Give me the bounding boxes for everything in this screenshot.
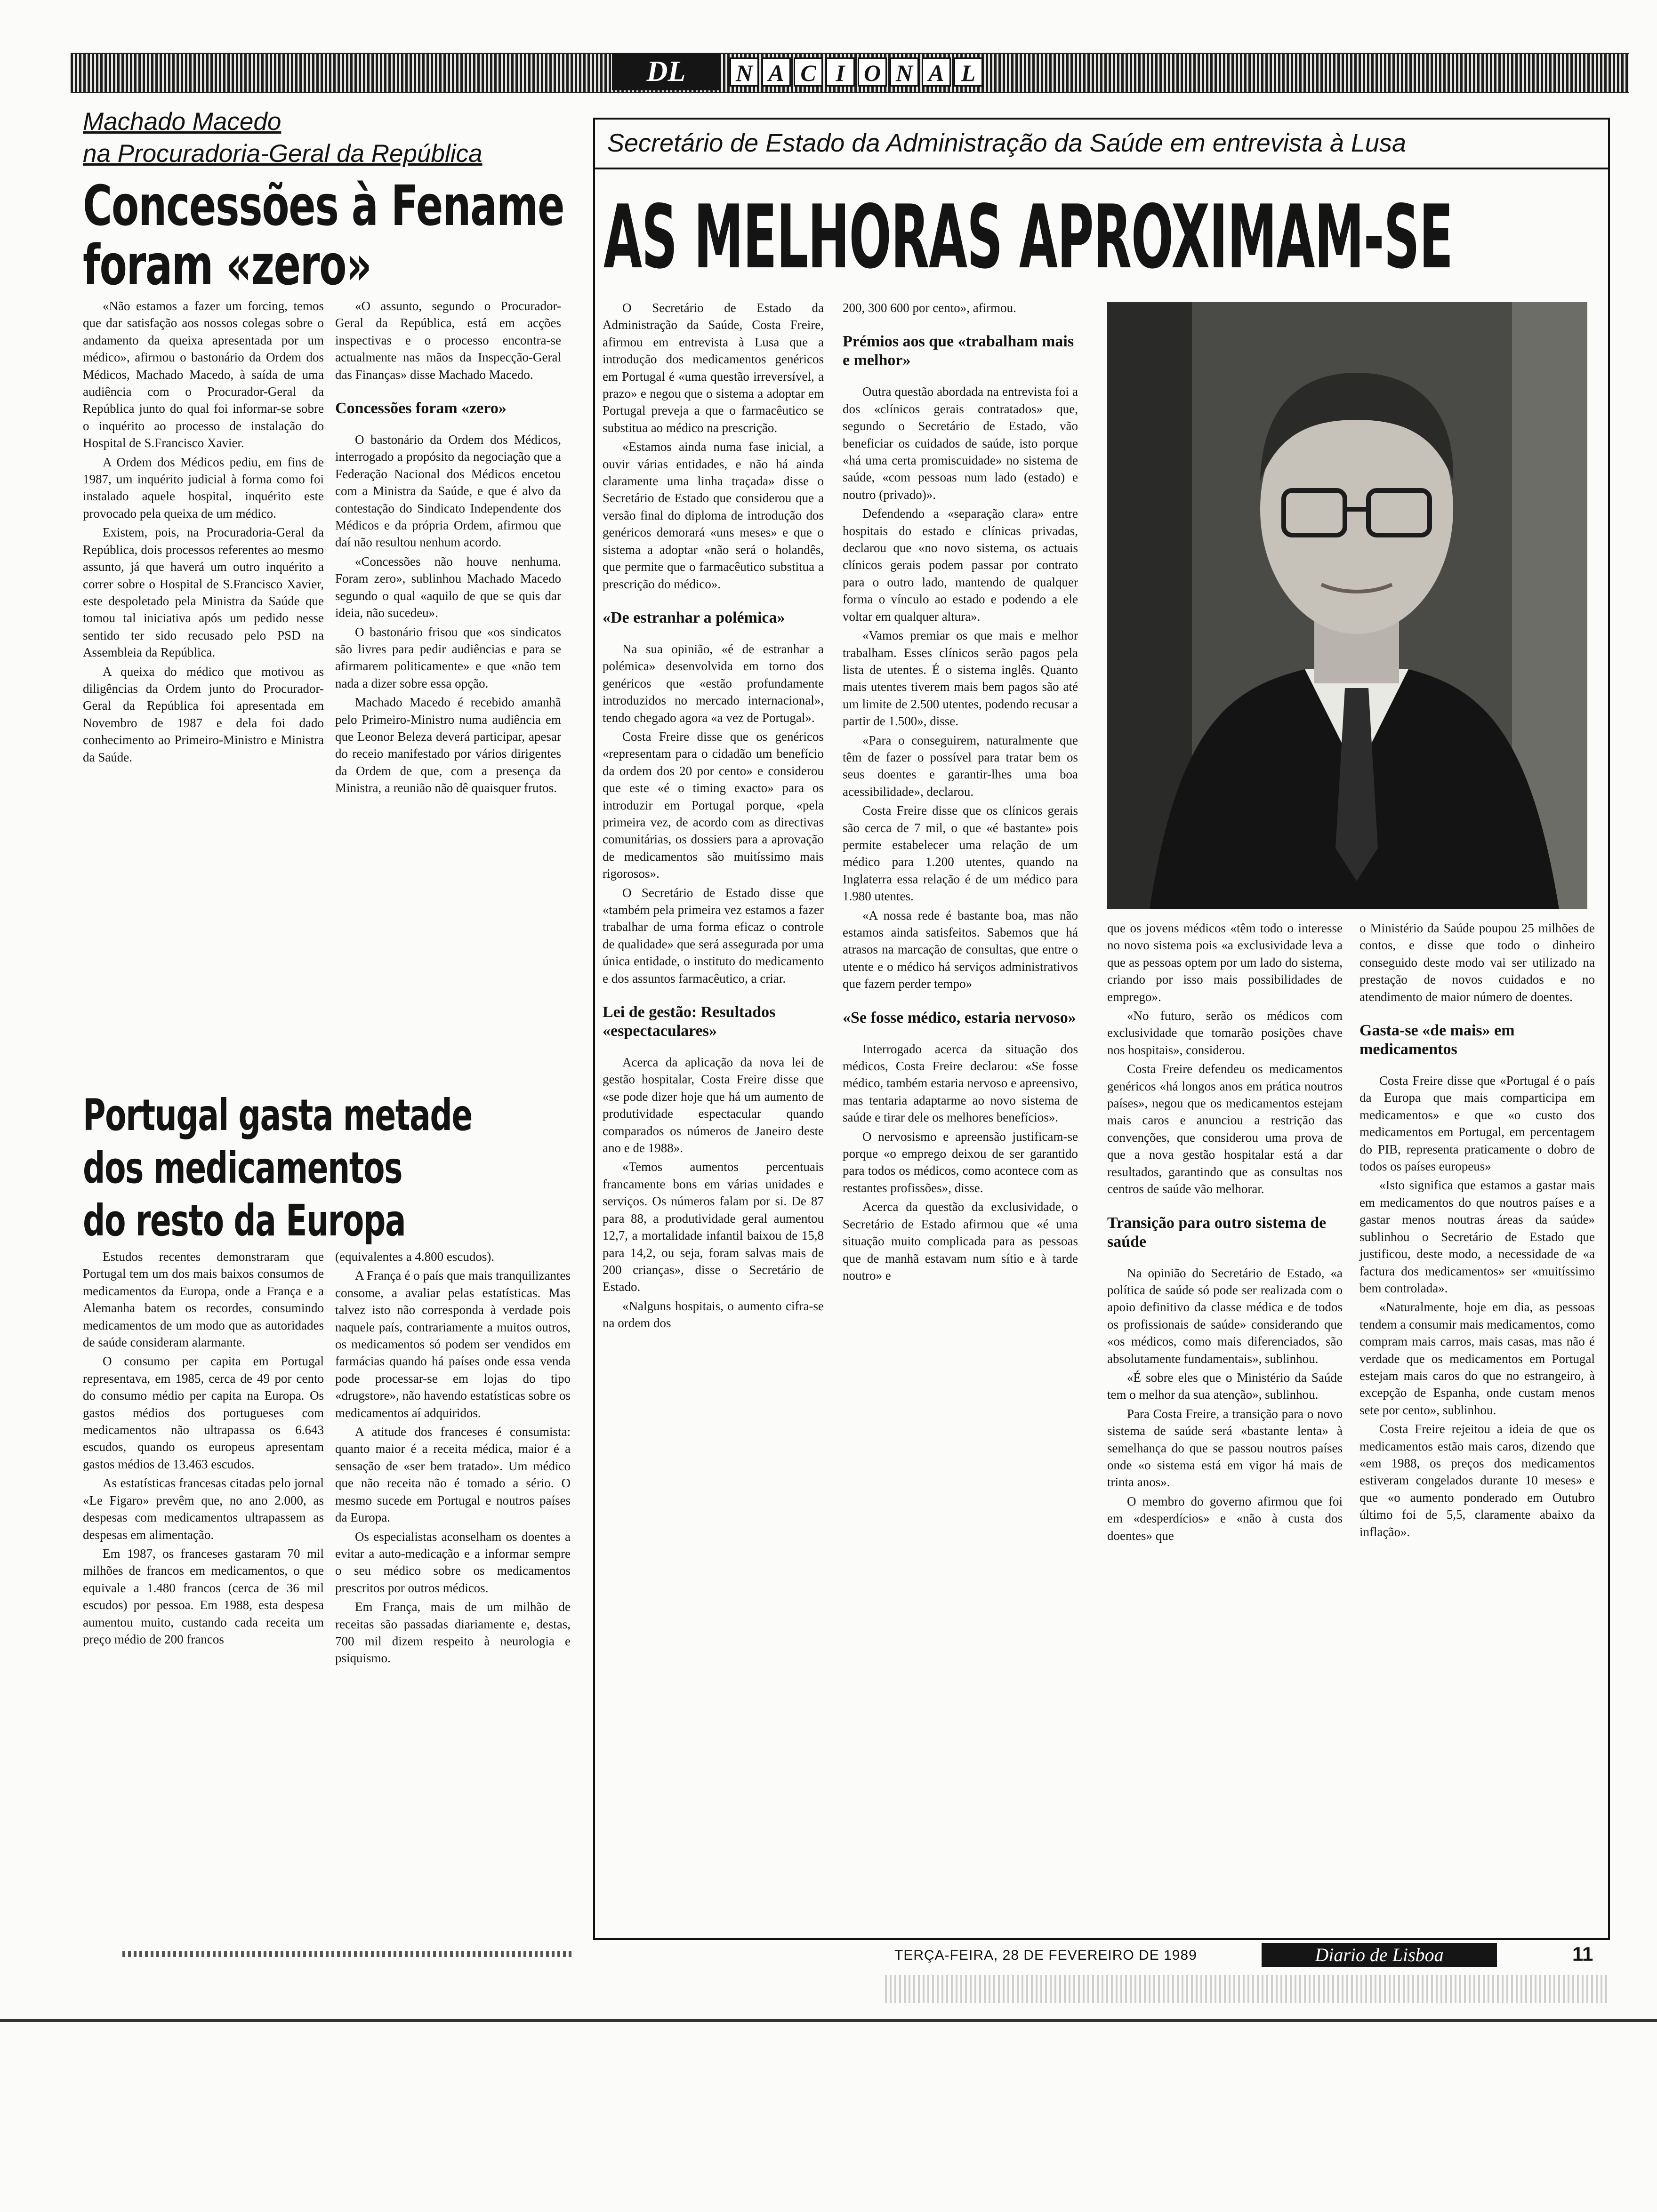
main-headline: AS MELHORAS APROXIMAM-SE	[603, 186, 1453, 288]
europe-story-column-2	[335, 1248, 571, 1669]
paragraph: «Estamos ainda numa fase inicial, a ouvir várias entidades, e não há ainda claramente uma linha traçada» disse o Secretário de Estado que considerou que a versão final do diploma de introdução dos genéricos demorará «uns meses» e que o sistema a adoptar «não será o holandês, que permite que o farmacêutico substitua a prescrição do médico».	[603, 440, 824, 591]
subheading: «Se fosse médico, estaria nervoso»	[843, 1009, 1076, 1026]
paragraph: O Secretário de Estado da Administração da Saúde, Costa Freire, afirmou em entrevista à Lusa que a introdução dos medicamentos genéricos em Portugal é «uma questão irreversível, a prazo» e negou que o sistema a adoptar em Portugal preveja a que o farmacêutico se substitua ao médico na prescrição.	[603, 301, 824, 435]
paragraph: As estatísticas francesas citadas pelo jornal «Le Figaro» prevêm que, no ano 2.000, as despesas com medicamentos ultrapassem as despesas em alimentação.	[83, 1476, 324, 1542]
europe-story-column-1	[83, 1248, 324, 1650]
mirrored-footer-bleed	[885, 1975, 1610, 2003]
subheading: Lei de gestão: Resultados «espectaculares»	[603, 1003, 776, 1040]
paragraph: O consumo per capita em Portugal representava, em 1985, cerca de 49 por cento do consumo médio per capita na Europa. Os gastos médios dos portugueses com medicamentos não ultrapassa os 6.643 escudos, quando os europeus apresentam gastos médios de 13.463 escudos.	[83, 1354, 324, 1471]
bottom-rule	[122, 1951, 574, 1957]
paragraph: A atitude dos franceses é consumista: quanto maior é a receita médica, maior é a sensação de «ser bem tratado». Um médico que não receita não é tomado a sério. O mesmo sucede em Portugal e noutros países da Europa.	[335, 1425, 571, 1525]
paragraph: «Temos aumentos percentuais francamente bons em várias unidades e serviços. Os números falam por si. De 87 para 88, a produtividade geral aumentou 12,7, a mortalidade infantil baixou de 15,8 para 14,2, ou seja, foram salvas mais de 200 crianças», disse o Secretário de Estado.	[603, 1160, 824, 1294]
left-kicker-line-2: na Procuradoria-Geral da República	[83, 140, 483, 168]
left-headline-line-2: foram «zero»	[83, 232, 371, 297]
paragraph: Na sua opinião, «é de estranhar a polémica» desenvolvida em torno dos genéricos que «estão profundamente introduzidos no mercado internacional», tendo chegado agora «a vez de Portugal».	[603, 641, 824, 725]
paragraph: A França é o país que mais tranquilizantes consome, a avaliar pelas estatísticas. Mas talvez isto não corresponda à verdade pois naquele país, contrariamente a muitos outros, os medicamentos só podem ser vendidos em farmácias quando há países onde essa venda pode processar-se em lojas do tipo «drugstore», não havendo estatísticas sobre os medicamentos aí adquiridos.	[335, 1268, 571, 1420]
paragraph: «Nalguns hospitais, o aumento cifra-se na ordem dos	[603, 1298, 824, 1330]
left-headline-line-1: Concessões à Fename	[83, 173, 564, 238]
paragraph: «No futuro, serão os médicos com exclusividade que tomarão posições chave nos hospitais», considerou.	[1107, 1009, 1343, 1057]
paragraph: O Secretário de Estado disse que «também pela primeira vez estamos a fazer trabalhar de uma forma eficaz o controle de qualidade» que será assegurada por uma única entidade, o instituto do medicamento e dos assuntos farmacêutico, a criar.	[603, 885, 824, 986]
section-letter: C	[794, 57, 823, 87]
paragraph: Costa Freire disse que os genéricos «representam para o cidadão um benefício da ordem dos 20 por cento» e considerou que este «é o timing exacto» para os introduzir em Portugal porque, «pela primeira vez, de acordo com as directivas comunitárias, os dossiers para a aprovação de medicamentos são muitíssimo mais rigorosos».	[603, 729, 824, 881]
section-letter: I	[826, 57, 855, 87]
footer-paper-name: Diario de Lisboa	[1262, 1943, 1497, 1967]
paragraph: Os especialistas aconselham os doentes a evitar a auto-medicação e a informar sempre o seu médico sobre os medicamentos prescritos por outros médicos.	[335, 1529, 571, 1595]
paragraph: A queixa do médico que motivou as diligências da Ordem junto do Procurador-Geral da República foi apresentada em Novembro de 1987 e dela foi dado conhecimento ao Primeiro-Ministro e Ministra da Saúde.	[83, 664, 324, 764]
paragraph: Outra questão abordada na entrevista foi a dos «clínicos gerais contratados» que, segundo o Secretário de Estado, vão beneficiar os cuidados de saúde, isto porque «há uma certa promiscuidade» no sistema de saúde, «com pessoas num lado (estado) e noutro (privado)».	[843, 385, 1078, 502]
paragraph: Em França, mais de um milhão de receitas são passadas diariamente e, destas, 700 mil dizem respeito à neurologia e psiquismo.	[335, 1600, 571, 1666]
paragraph: que os jovens médicos «têm todo o interesse no novo sistema pois «a exclusividade leva a que as pessoas optem por um lado do sistema, criando por isso mais possibilidades de emprego».	[1107, 921, 1343, 1004]
paragraph: Para Costa Freire, a transição para o novo sistema de saúde será «bastante lenta» à semelhança do que se passou noutros países onde «o sistema está em vigor há mais de trinta anos».	[1107, 1406, 1343, 1490]
paragraph: «Isto significa que estamos a gastar mais em medicamentos do que noutros países e a gastar menos noutras áreas da saúde» sublinhou o Secretário de Estado que justificou, deste modo, a necessidade de «a factura dos medicamentos» ser «muitíssimo bem controlada».	[1359, 1178, 1595, 1295]
paragraph: Defendendo a «separação clara» entre hospitais do estado e clínicas privadas, declarou que «no novo sistema, os actuais clínicos gerais podem passar por contrato para o outro lado, mantendo de qualquer forma o vínculo ao estado e podendo a ele voltar em qualquer altura».	[843, 506, 1078, 624]
main-story-column-1	[603, 299, 824, 1334]
dl-logo: DL	[612, 53, 720, 90]
paragraph: Estudos recentes demonstraram que Portugal tem um dos mais baixos consumos de medicamentos da Europa, onde a França e a Alemanha batem os recordes, consumindo medicamentos de um modo que as autoridades de saúde consideram alarmante.	[83, 1250, 324, 1350]
europe-headline-line-2: dos medicamentos	[83, 1143, 402, 1193]
main-story-column-4	[1359, 920, 1595, 1542]
subheading: Prémios aos que «trabalham mais e melhor»	[843, 333, 1074, 369]
paragraph: 200, 300 600 por cento», afirmou.	[843, 301, 1016, 315]
section-letter: N	[730, 57, 759, 87]
rule	[593, 168, 1610, 169]
section-letter: A	[762, 57, 791, 87]
subheading: «De estranhar a polémica»	[603, 609, 785, 626]
paragraph: «É sobre eles que o Ministério da Saúde tem o melhor da sua atenção», sublinhou.	[1107, 1370, 1343, 1402]
main-story-column-3	[1107, 920, 1343, 1546]
paragraph: O bastonário frisou que «os sindicatos são livres para pedir audiências e para se afirmarem politicamente» e que «não tem nada a dizer sobre essa opção.	[335, 625, 561, 690]
page-number: 11	[1572, 1943, 1593, 1965]
europe-headline-line-3: do resto da Europa	[83, 1195, 406, 1246]
paragraph: o Ministério da Saúde poupou 25 milhões de contos, e disse que todo o dinheiro conseguido deste modo vai ser utilizado na prestação de novos cuidados e no atendimento de maior número de doentes.	[1359, 921, 1595, 1004]
paragraph: Machado Macedo é recebido amanhã pelo Primeiro-Ministro numa audiência em que Leonor Beleza deverá participar, apesar do receio manifestado por vários dirigentes da Ordem de que, com a presença da Ministra, a reunião não dê quaisquer frutos.	[335, 695, 561, 795]
paragraph: Interrogado acerca da situação dos médicos, Costa Freire declarou: «Se fosse médico, também estaria nervoso e apreensivo, mas tentaria adaptarme ao novo sistema de saúde e tirar dele os melhores benefícios».	[843, 1042, 1078, 1125]
section-letter: L	[954, 57, 983, 87]
subheading: Concessões foram «zero»	[335, 400, 507, 417]
section-letter: A	[922, 57, 951, 87]
paragraph: Acerca da aplicação da nova lei de gestão hospitalar, Costa Freire disse que «se pode dizer hoje que há um aumento de produtividade espectacular quando comparados os números de Janeiro deste ano e de 1988».	[603, 1055, 824, 1155]
europe-headline-line-1: Portugal gasta metade	[83, 1090, 472, 1140]
section-letter: N	[890, 57, 919, 87]
subheading: Transição para outro sistema de saúde	[1107, 1214, 1327, 1250]
paragraph: «Naturalmente, hoje em dia, as pessoas tendem a consumir mais medicamentos, como compram mais carros, mais casas, mas não é verdade que os medicamentos em Portugal estejam mais caros do que no estrangeiro, à excepção de Espanha, onde custam menos sete por cento», sublinhou.	[1359, 1300, 1595, 1417]
main-kicker: Secretário de Estado da Administração da Saúde em entrevista à Lusa	[607, 129, 1406, 157]
portrait-illustration	[1107, 302, 1587, 909]
page-bottom-edge	[0, 2019, 1657, 2022]
paragraph: (equivalentes a 4.800 escudos).	[335, 1250, 495, 1264]
paragraph: Costa Freire defendeu os medicamentos genéricos «há longos anos em prática noutros países», negou que os medicamentos estejam mais caros e anunciou a restrição das convenções, que considerou uma prova de que a nova gestão hospitalar está a dar resultados, garantindo que as consultas nos centros de saúde vão melhorar.	[1107, 1062, 1343, 1196]
footer-dateline: TERÇA-FEIRA, 28 DE FEVEREIRO DE 1989	[894, 1948, 1197, 1963]
paragraph: A Ordem dos Médicos pediu, em fins de 1987, um inquérito judicial à forma como foi instalado aquele hospital, inquérito este provocado pela queixa de um médico.	[83, 455, 324, 521]
section-letter: O	[858, 57, 887, 87]
paragraph: «A nossa rede é bastante boa, mas não estamos ainda satisfeitos. Sabemos que há atrasos na marcação de consultas, que entre o utente e o médico há serviços administrativos que fazem perder tempo»	[843, 908, 1078, 991]
paragraph: «O assunto, segundo o Procurador-Geral da República, está em acções inspectivas e o processo encontra-se actualmente nas mãos da Inspecção-Geral das Finanças» disse Machado Macedo.	[335, 299, 561, 382]
paragraph: «Vamos premiar os que mais e melhor trabalham. Esses clínicos serão pagos pela lista de utentes. É o sistema inglês. Quanto mais utentes tiverem mais bem pagos são até um limite de 2.500 utentes, podendo recusar a partir de 1.500», disse.	[843, 628, 1078, 729]
paragraph: Acerca da questão da exclusividade, o Secretário de Estado afirmou que «é uma situação muito complicada para as pessoas que de manhã estavam num sítio e à tarde noutro» e	[843, 1200, 1078, 1282]
paragraph: Em 1987, os franceses gastaram 70 mil milhões de francos em medicamentos, o que equivale a 1.480 francos (cerca de 36 mil escudos) por pessoa. Em 1988, esta despesa aumentou muito, custando cada receita um preço médio de 200 francos	[83, 1546, 324, 1646]
subheading: Gasta-se «de mais» em medicamentos	[1359, 1022, 1515, 1058]
paragraph: «Concessões não houve nenhuma. Foram zero», sublinhou Machado Macedo segundo o qual «aquilo de que se quis dar ideia, não sucedeu».	[335, 554, 561, 620]
paragraph: Costa Freire disse que «Portugal é o país da Europa que mais comparticipa em medicamentos» e que «o custo dos medicamentos em Portugal, em percentagem do PIB, representa praticamente o dobro de todos os países europeus»	[1359, 1074, 1595, 1174]
paragraph: «Não estamos a fazer um forcing, temos que dar satisfação aos nossos colegas sobre o andamento da queixa apresentada por um médico», afirmou o bastonário da Ordem dos Médicos, Machado Macedo, à saída de uma audiência com o Procurador-Geral da República junto do qual foi informar-se sobre o inquérito ao processo de instalação do Hospital de S.Francisco Xavier.	[83, 299, 324, 450]
paragraph: Existem, pois, na Procuradoria-Geral da República, dois processos referentes ao mesmo assunto, já que haverá um outro inquérito a correr sobre o Hospital de S.Francisco Xavier, este despoletado pela Ministra da Saúde que tomou tal iniciativa após um pedido nesse sentido ter sido recusado pelo PSD na Assembleia da República.	[83, 525, 324, 660]
left-kicker-line-1: Machado Macedo	[83, 108, 282, 136]
left-story-column-2	[335, 297, 561, 799]
paragraph: Costa Freire rejeitou a ideia de que os medicamentos estão mais caros, dizendo que «em 1988, os preços dos medicamentos estiveram congelados durante 10 meses» e que «o aumento ponderado em Outubro último foi de 5,5, claramente abaixo da inflação».	[1359, 1422, 1595, 1539]
paragraph: «Para o conseguirem, naturalmente que têm de fazer o possível para tratar bem os seus doentes e garantir-lhes uma boa acessibilidade», declarou.	[843, 733, 1078, 799]
paragraph: O bastonário da Ordem dos Médicos, interrogado a propósito da negociação que a Federação Nacional dos Médicos encetou com a Ministra da Saúde, e que é alvo da contestação do Sindicato Independente dos Médicos e da própria Ordem, afirmou que daí não resultou nenhum acordo.	[335, 433, 561, 550]
left-story-column-1	[83, 297, 324, 768]
portrait-photo	[1107, 302, 1587, 909]
section-title-nacional	[730, 57, 983, 87]
paragraph: Costa Freire disse que os clínicos gerais são cerca de 7 mil, o que «é bastante» pois permite estabelecer uma relação de um médico para 1.200 utentes, quando na Inglaterra essa relação é de um médico para 1.980 utentes.	[843, 803, 1078, 904]
main-story-column-2	[843, 299, 1078, 1286]
paragraph: Na opinião do Secretário de Estado, «a política de saúde só pode ser realizada com o apoio definitivo da classe médica e de todos os profissionais de saúde» considerando que «os médicos, como mais diferenciados, são absolutamente fundamentais», sublinhou.	[1107, 1266, 1343, 1366]
paragraph: O nervosismo e apreensão justificam-se porque «o emprego deixou de ser garantido para todos os médicos, como acontece com as restantes profissões», disse.	[843, 1129, 1078, 1195]
paragraph: O membro do governo afirmou que foi em «desperdícios» e «não à custa dos doentes» que	[1107, 1494, 1343, 1543]
